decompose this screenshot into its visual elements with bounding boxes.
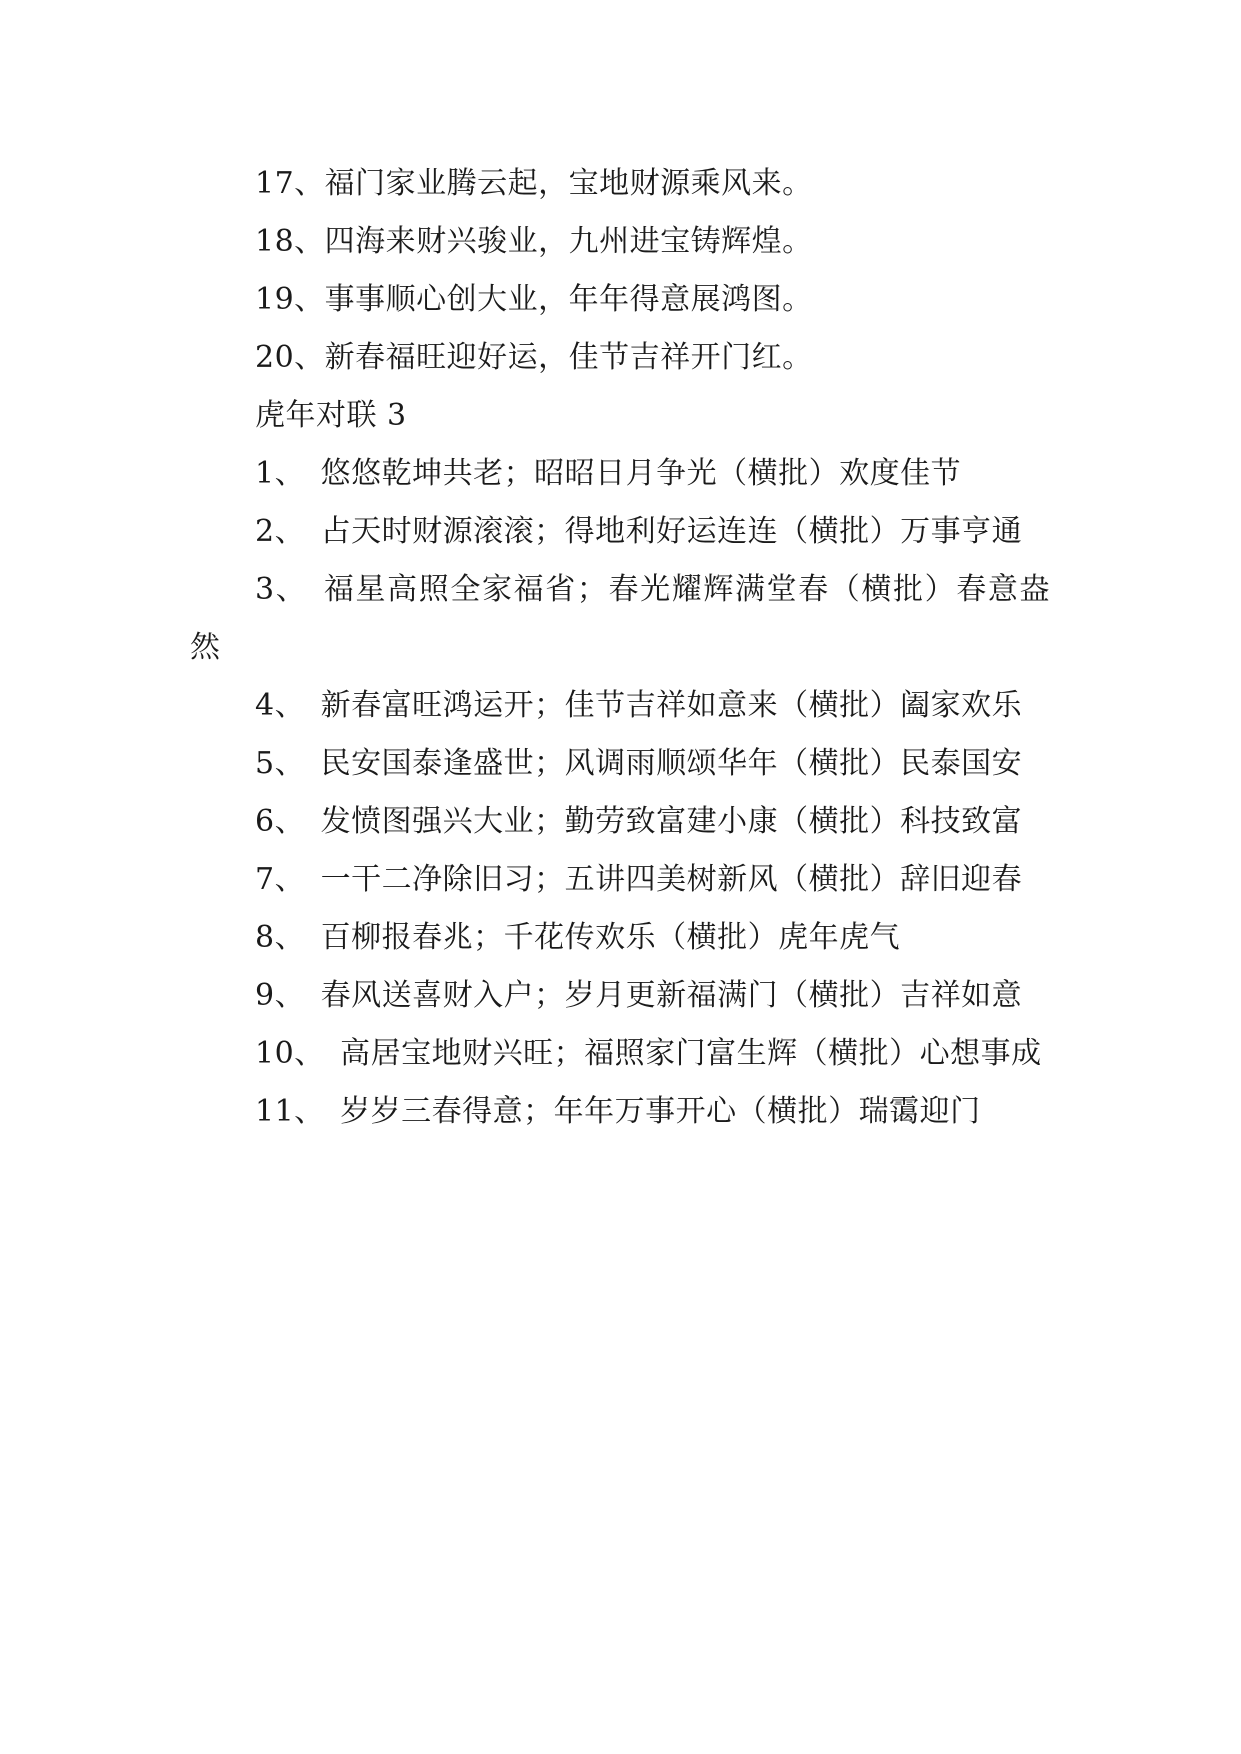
couplet-8: 8、 百柳报春兆；千花传欢乐（横批）虎年虎气 [255, 920, 901, 955]
section-heading: 虎年对联 3 [255, 398, 407, 433]
couplet-4: 4、 新春富旺鸿运开；佳节吉祥如意来（横批）阖家欢乐 [255, 688, 1023, 723]
line-20: 20、新春福旺迎好运，佳节吉祥开门红。 [255, 340, 813, 375]
couplet-10: 10、 高居宝地财兴旺；福照家门富生辉（横批）心想事成 [255, 1036, 1042, 1071]
couplet-5: 5、 民安国泰逢盛世；风调雨顺颂华年（横批）民泰国安 [255, 746, 1023, 781]
line-18: 18、四海来财兴骏业，九州进宝铸辉煌。 [255, 224, 813, 259]
couplet-3: 3、 福星高照全家福省；春光耀辉满堂春（横批）春意盎然 [190, 572, 1050, 665]
couplet-9: 9、 春风送喜财入户；岁月更新福满门（横批）吉祥如意 [255, 978, 1023, 1013]
document-body [190, 155, 1050, 1141]
couplet-7: 7、 一干二净除旧习；五讲四美树新风（横批）辞旧迎春 [255, 862, 1023, 897]
couplet-1: 1、 悠悠乾坤共老；昭昭日月争光（横批）欢度佳节 [255, 456, 962, 491]
couplet-2: 2、 占天时财源滚滚；得地利好运连连（横批）万事亨通 [255, 514, 1023, 549]
line-19: 19、事事顺心创大业，年年得意展鸿图。 [255, 282, 813, 317]
line-17: 17、福门家业腾云起，宝地财源乘风来。 [255, 166, 813, 201]
couplet-11: 11、 岁岁三春得意；年年万事开心（横批）瑞霭迎门 [255, 1094, 981, 1129]
couplet-6: 6、 发愤图强兴大业；勤劳致富建小康（横批）科技致富 [255, 804, 1023, 839]
